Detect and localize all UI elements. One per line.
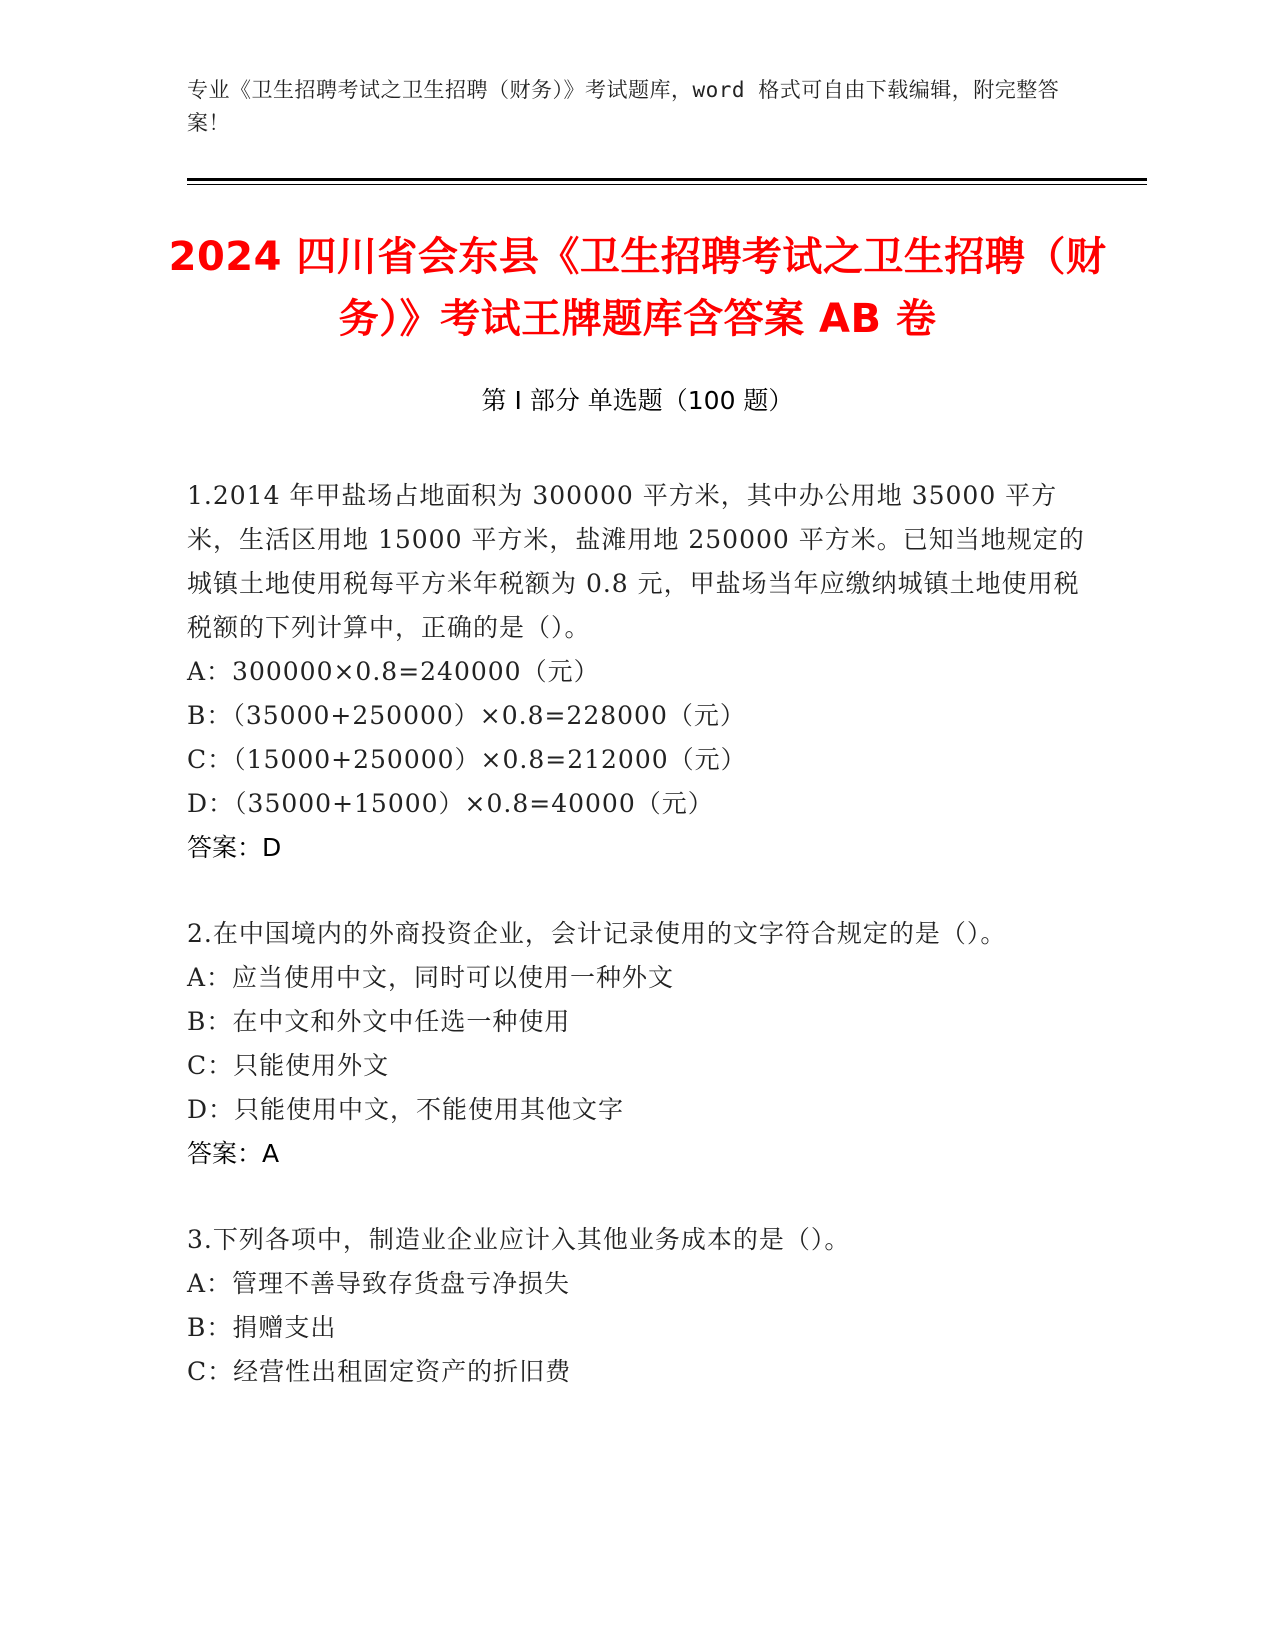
question-text: 1.2014 年甲盐场占地面积为 300000 平方米，其中办公用地 35000 平方米，生活区用地 15000 平方米，盐滩用地 250000 平方米。已知当地规定的城镇土地使用税每平方米年税额为 0.8 元，甲盐场当年应缴纳城镇土地使用税税额的下列计算中，正确的是（）。 (187, 481, 1085, 642)
header-rule-thin (187, 184, 1147, 185)
document-title: 2024 四川省会东县《卫生招聘考试之卫生招聘（财务）》考试王牌题库含答案 AB 卷 (168, 234, 1107, 342)
answer: 答案：D (187, 833, 282, 862)
question-text: 3.下列各项中，制造业企业应计入其他业务成本的是（）。 (187, 1225, 851, 1254)
option-d: D：（35000+15000）×0.8=40000（元） (187, 789, 714, 818)
question-text: 2.在中国境内的外商投资企业，会计记录使用的文字符合规定的是（）。 (187, 919, 1007, 948)
header-rule-thick (187, 178, 1147, 181)
question-2 (187, 912, 1087, 1176)
option-c: C：（15000+250000）×0.8=212000（元） (187, 745, 747, 774)
option-b: B：捐赠支出 (187, 1313, 337, 1342)
option-c: C：只能使用外文 (187, 1051, 390, 1080)
option-b: B：（35000+250000）×0.8=228000（元） (187, 701, 746, 730)
option-d: D：只能使用中文，不能使用其他文字 (187, 1095, 625, 1124)
question-list (187, 474, 1087, 1436)
option-a: A：300000×0.8=240000（元） (187, 657, 600, 686)
option-a: A：管理不善导致存货盘亏净损失 (187, 1269, 571, 1298)
option-a: A：应当使用中文，同时可以使用一种外文 (187, 963, 675, 992)
header-note: 专业《卫生招聘考试之卫生招聘（财务）》考试题库，word 格式可自由下载编辑，附完整答案！ (187, 78, 1060, 135)
question-3 (187, 1218, 1087, 1394)
option-c: C：经营性出租固定资产的折旧费 (187, 1357, 572, 1386)
option-b: B：在中文和外文中任选一种使用 (187, 1007, 571, 1036)
section-title: 第 I 部分 单选题（100 题） (481, 386, 794, 415)
answer: 答案：A (187, 1139, 280, 1168)
question-1 (187, 474, 1087, 870)
